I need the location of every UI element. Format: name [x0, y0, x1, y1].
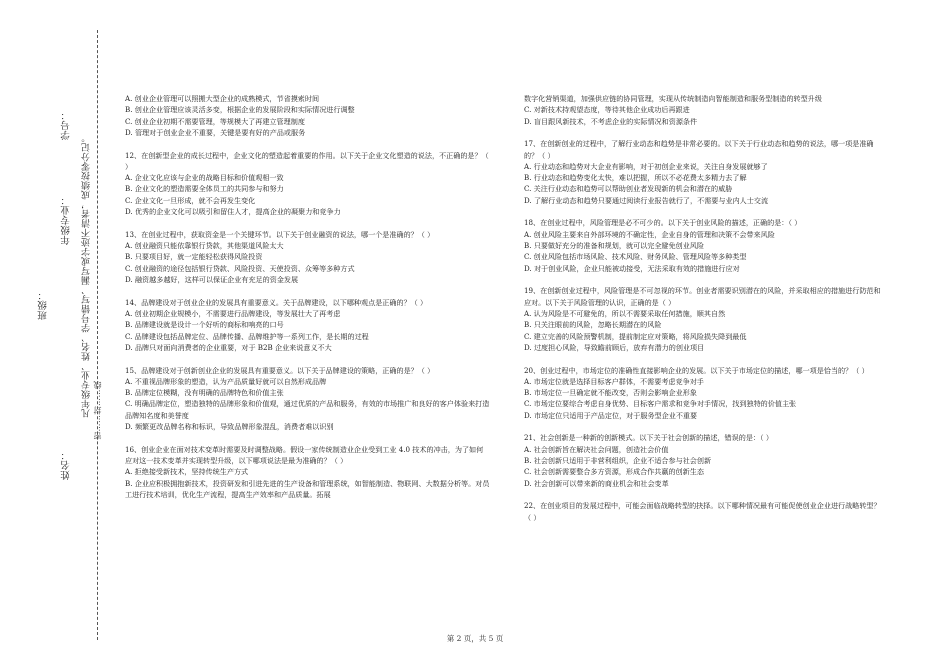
question-stem: 22、在创业项目的发展过程中，可能会面临战略转型的抉择。以下哪种情况最有可能促使创业企业进行战略转型？（ ）: [524, 501, 881, 522]
answer-option: A. 市场定位就是选择目标客户群体，不需要考虑竞争对手: [524, 376, 704, 386]
answer-option: C. 创业融资的途径包括银行贷款、风险投资、天使投资、众筹等多种方式: [125, 263, 355, 273]
answer-option: D. 管理对于创业企业不重要，关键是要有好的产品或服务: [125, 127, 306, 137]
answer-option: A. 企业文化应该与企业的战略目标和价值观相一致: [125, 173, 284, 183]
answer-option: A. 创业初期企业规模小，不需要进行品牌建设，等发展壮大了再考虑: [125, 308, 341, 318]
answer-option: D. 社会创新可以带来新的商业机会和社会变革: [524, 478, 669, 488]
answer-option: B. 品牌建设就是设计一个好听的商标和响亮的口号: [125, 320, 284, 330]
answer-option: B. 只要做好充分的准备和规划，就可以完全避免创业风险: [524, 241, 704, 251]
answer-option: D. 对于创业风险，企业只能被动接受，无法采取有效的措施进行应对: [524, 263, 740, 273]
answer-option: C. 创业企业初期不需要管理，等规模大了再建立管理制度: [125, 116, 305, 126]
question-stem: 18、在创业过程中，风险管理是必不可少的。以下关于创业风险的描述，正确的是：（ ）: [524, 218, 802, 228]
answer-option: B. 创业企业管理应该灵活多变，根据企业的发展阶段和实际情况进行调整: [125, 105, 355, 115]
class-label: 班级：: [38, 290, 49, 320]
student-id-label: 学号：: [61, 110, 72, 140]
answer-option: B. 只要项目好，就一定能轻松获得风险投资: [125, 252, 263, 262]
answer-option: C. 市场定位要综合考虑自身优势、目标客户需求和竞争对手情况，找到独特的价值主张: [524, 399, 797, 409]
answer-option: D. 融资越多越好，这样可以保证企业有充足的资金发展: [125, 274, 299, 284]
answer-option: C. 对新技术持观望态度，等待其他企业成功后再跟进: [524, 105, 690, 115]
question-stem: 13、在创业过程中，获取资金是一个关键环节。以下关于创业融资的说法，哪一个是准确的？（ ）: [125, 229, 435, 239]
answer-option: D. 市场定位只适用于产品定位，对于服务型企业不重要: [524, 410, 698, 420]
answer-option: D. 了解行业动态和趋势只要通过阅读行业报告就行了，不需要与业内人士交流: [524, 195, 769, 205]
answer-option: 数字化营销渠道，加强供应链的协同管理，实现从传统制造向智能制造和服务型制造的转型升级: [524, 94, 822, 103]
answer-option: B. 只关注眼前的风险，忽略长期潜在的风险: [524, 320, 662, 330]
answer-option: C. 关注行业动态和趋势可以帮助创业者发现新的机会和潜在的威胁: [524, 184, 733, 194]
exam-instruction: 凡年级专业、姓名、学号错写、漏写或字迹不清者，成绩按零分记。: [82, 133, 92, 418]
question-stem: 16、创业企业在面对技术变革时需要及时调整战略。假设一家传统制造业企业受到工业 4.0 技术的冲击，为了如何应对这一技术变革并实现转型升级，以下哪项说法是最为准确的？（ ）: [125, 444, 484, 465]
answer-option: A. 创业企业管理可以照搬大型企业的成熟模式，节省摸索时间: [125, 94, 320, 103]
answer-option: D. 品牌只对面向消费者的企业重要，对于 B2B 企业来说意义不大: [125, 342, 332, 352]
answer-option: D. 频繁更改品牌名称和标识，导致品牌形象混乱，消费者难以识别: [125, 421, 334, 431]
answer-option: C. 创业风险包括市场风险、技术风险、财务风险、管理风险等多种类型: [524, 252, 747, 262]
answer-option: B. 行业动态和趋势变化太快，难以把握，所以不必花费太多精力去了解: [524, 173, 747, 183]
answer-option: B. 市场定位一旦确定就不能改变，否则会影响企业形象: [524, 388, 697, 398]
answer-option: B. 社会创新只适用于非营利组织，企业不适合参与社会创新: [524, 455, 712, 465]
answer-option: A. 创业风险主要来自外部环境的不确定性，企业自身的管理和决策不会带来风险: [524, 229, 775, 239]
answer-option: D. 优秀的企业文化可以吸引和留住人才，提高企业的凝聚力和竞争力: [125, 207, 341, 217]
question-stem: 14、品牌建设对于创业企业的发展具有重要意义。关于品牌建设，以下哪种观点是正确的？（ ）: [125, 297, 428, 307]
answer-option: C. 社会创新需要整合多方资源，形成合作共赢的创新生态: [524, 467, 704, 477]
answer-option: B. 品牌定位模糊，没有明确的品牌特色和价值主张: [125, 388, 284, 398]
answer-option: C. 品牌建设包括品牌定位、品牌传播、品牌维护等一系列工作，是长期的过程: [125, 331, 369, 341]
answer-option: A. 行业动态和趋势对大企业有影响，对于初创企业来说，关注自身发展就够了: [524, 161, 768, 171]
name-label: 姓名：: [61, 450, 72, 480]
answer-option: A. 认为风险是不可避免的，所以不需要采取任何措施，顺其自然: [524, 308, 726, 318]
question-stem: 17、在创新创业的过程中，了解行业动态和趋势是非常必要的。以下关于行业动态和趋势的说法，哪一项是准确的？（ ）: [524, 139, 874, 160]
binding-margin: [0, 0, 115, 672]
answer-option: C. 建立完善的风险预警机制，提前制定应对策略，将风险损失降到最低: [524, 331, 747, 341]
answer-option: D. 过度担心风险，导致瞻前顾后，放弃有潜力的创业项目: [524, 342, 705, 352]
seal-line-text: 密……封……线: [93, 380, 102, 440]
left-column: [125, 93, 490, 500]
page-footer: 第 2 页，共 5 页: [446, 634, 504, 643]
question-stem: 15、品牌建设对于创新创业企业的发展具有重要意义。以下关于品牌建设的策略，正确的是？（ ）: [125, 365, 435, 375]
answer-option: A. 不重视品牌形象的塑造，认为产品质量好就可以自然形成品牌: [125, 376, 327, 386]
question-stem: 12、在创新型企业的成长过程中，企业文化的塑造起着重要的作用。以下关于企业文化塑造的说法，不正确的是？（ ）: [125, 150, 489, 171]
right-column: [524, 93, 884, 523]
answer-option: B. 企业应积极拥抱新技术，投资研发和引进先进的生产设备和管理系统，如智能制造、物联网、大数据分析等。对员工进行技术培训，优化生产流程，提高生产效率和产品质量。拓展: [125, 478, 490, 499]
answer-option: B. 企业文化的塑造需要全体员工的共同参与和努力: [125, 184, 284, 194]
answer-option: A. 社会创新旨在解决社会问题，创造社会价值: [524, 444, 669, 454]
question-stem: 20、创业过程中，市场定位的准确性直接影响企业的发展。以下关于市场定位的描述，哪一项是恰当的？（ ）: [524, 365, 869, 375]
grade-label: 年级专业：: [61, 195, 72, 245]
question-stem: 19、在创新创业过程中，风险管理是不可忽视的环节。创业者需要识别潜在的风险，并采取相应的措施进行防范和应对。以下关于风险管理的认识，正确的是（ ）: [524, 286, 881, 307]
answer-option: A. 拒绝接受新技术，坚持传统生产方式: [125, 467, 249, 477]
question-stem: 21、社会创新是一种新的创新模式。以下关于社会创新的描述，错误的是：（ ）: [524, 433, 773, 443]
answer-option: C. 企业文化一旦形成，就不会再发生变化: [125, 195, 256, 205]
answer-option: D. 盲目跟风新技术，不考虑企业的实际情况和资源条件: [524, 116, 698, 126]
answer-option: A. 创业融资只能依靠银行贷款，其他渠道风险太大: [125, 241, 284, 251]
answer-option: C. 明确品牌定位，塑造独特的品牌形象和价值观，通过优质的产品和服务，有效的市场推广和良好的客户体验来打造品牌知名度和美誉度: [125, 399, 490, 420]
